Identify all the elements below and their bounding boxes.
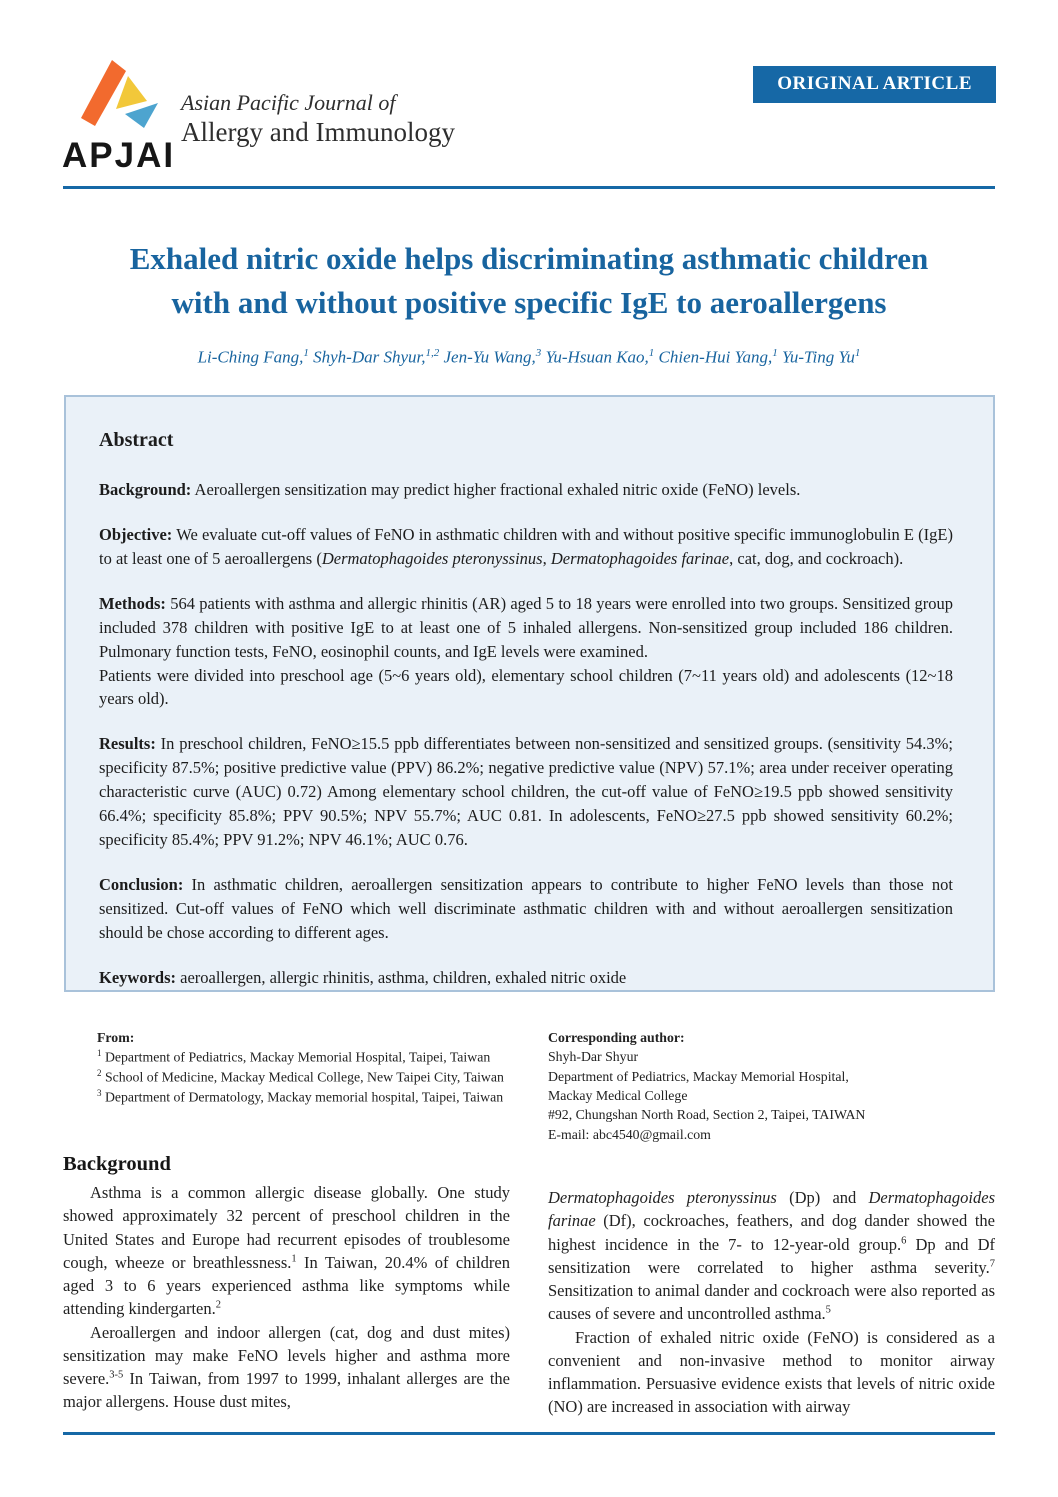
affiliations-block bbox=[97, 1028, 537, 1107]
abstract-methods-text: 564 patients with asthma and allergic rhinitis (AR) aged 5 to 18 years were enrolled into two groups. Sensitized group included 378 children with positive IgE to at least one of 5 inhaled allergens. Non-sensitized group included 186 children. Pulmonary function tests, FeNO, eosinophil counts, and IgE levels were examined. bbox=[99, 593, 953, 661]
abstract-results-text: In preschool children, FeNO≥15.5 ppb differentiates between non-sensitized and sensitized groups. (sensitivity 54.3%; specificity 87.5%; positive predictive value (PPV) 86.2%; negative predictive value (NPV) 57.1%; area under receiver operating characteristic curve (AUC) 0.72) Among elementary school children, the cut-off value of FeNO≥19.5 ppb showed sensitivity 66.4%; specificity 85.8%; PPV 90.5%; NPV 55.7%; AUC 0.81. In adolescents, FeNO≥27.5 ppb showed sensitivity 60.2%; specificity 85.4%; PPV 91.2%; NPV 46.1%; AUC 0.76. bbox=[99, 734, 953, 850]
author: Yu-Hsuan Kao, bbox=[541, 347, 649, 367]
abstract-objective-label: Objective: bbox=[99, 524, 173, 544]
author-list bbox=[40, 347, 1018, 368]
journal-name bbox=[181, 90, 455, 150]
abstract-conclusion-text: In asthmatic children, aeroallergen sensitization appears to contribute to higher FeNO levels than those not sensitized. Cut-off values of FeNO which well discriminate asthmatic children with and without aeroallergen sensitization should be chose according to different ages. bbox=[99, 874, 953, 942]
abstract-background bbox=[99, 478, 953, 502]
abstract-objective bbox=[99, 523, 953, 571]
author: Chien-Hui Yang, bbox=[654, 347, 773, 367]
abstract-heading: Abstract bbox=[99, 429, 174, 451]
affiliation-text: School of Medicine, Mackay Medical College, New Taipei City, Taiwan bbox=[101, 1069, 504, 1085]
abstract-conclusion bbox=[99, 873, 953, 945]
abstract-results-label: Results: bbox=[99, 734, 156, 754]
author-affiliation-ref: 1,2 bbox=[425, 347, 440, 359]
abstract-methods-text2: Patients were divided into preschool age (5~6 years old), elementary school children (7~11 years old) and adolescents (12~18 years old). bbox=[99, 665, 953, 709]
abstract-keywords bbox=[99, 966, 953, 990]
footer-divider bbox=[63, 1432, 995, 1435]
article-title bbox=[40, 237, 1018, 325]
article-title-line1: Exhaled nitric oxide helps discriminating asthmatic children bbox=[129, 241, 929, 276]
abstract-results bbox=[99, 732, 953, 852]
author: Jen-Yu Wang, bbox=[439, 347, 536, 367]
author-affiliation-ref: 1 bbox=[648, 347, 655, 359]
author-affiliation-ref: 1 bbox=[303, 347, 309, 359]
body-left-column bbox=[63, 1153, 510, 1419]
author-affiliation-ref: 1 bbox=[772, 347, 778, 359]
logo-acronym: APJAI bbox=[62, 136, 176, 175]
article-title-line2: with and without positive specific IgE to aeroallergens bbox=[171, 285, 887, 321]
author: Yu-Ting Yu bbox=[777, 347, 855, 367]
body-section bbox=[63, 1153, 995, 1419]
body-paragraph: Fraction of exhaled nitric oxide (FeNO) is considered as a convenient and non-invasive method to monitor airway inflammation. Persuasive evidence exists that levels of nitric oxide (NO) are increased in association with airway bbox=[548, 1327, 995, 1417]
affiliation-item bbox=[97, 1087, 537, 1107]
affiliation-ref: 1 bbox=[97, 1048, 102, 1059]
corresponding-author-dept: Department of Pediatrics, Mackay Memorial Hospital, bbox=[548, 1068, 849, 1084]
abstract-background-label: Background: bbox=[99, 480, 192, 499]
affiliation-text: Department of Dermatology, Mackay memorial hospital, Taipei, Taiwan bbox=[101, 1089, 504, 1105]
author: Li-Ching Fang, bbox=[197, 347, 304, 367]
apjai-logo-icon bbox=[78, 56, 178, 138]
corresponding-author-college: Mackay Medical College bbox=[548, 1087, 688, 1103]
abstract-background-text: Aeroallergen sensitization may predict higher fractional exhaled nitric oxide (FeNO) levels. bbox=[191, 480, 801, 499]
abstract-methods-label: Methods: bbox=[99, 593, 166, 613]
abstract-keywords-text: aeroallergen, allergic rhinitis, asthma, children, exhaled nitric oxide bbox=[176, 967, 627, 987]
affiliation-item bbox=[97, 1047, 537, 1067]
corresponding-author-address: #92, Chungshan North Road, Section 2, Taipei, TAIWAN bbox=[548, 1107, 866, 1123]
corresponding-author-name: Shyh-Dar Shyur bbox=[548, 1049, 639, 1065]
affiliation-text: Department of Pediatrics, Mackay Memorial Hospital, Taipei, Taiwan bbox=[101, 1049, 491, 1065]
abstract-conclusion-label: Conclusion: bbox=[99, 874, 184, 894]
body-paragraph: Asthma is a common allergic disease globally. One study showed approximately 32 percent of preschool children in the United States and Europe had recurrent episodes of troublesome cough, wheeze or breathlessness.$^1$ In Taiwan, 20.4% of children aged 3 to 6 years experienced asthma like symptoms while attending kindergarten.$^2$ bbox=[63, 1183, 510, 1319]
body-paragraph: Aeroallergen and indoor allergen (cat, dog and dust mites) sensitization may make FeNO levels higher and asthma more severe.$^{3-5}$ In Taiwan, from 1997 to 1999, inhalant allerges are the major allergens. House dust mites, bbox=[63, 1322, 510, 1412]
author: Shyh-Dar Shyur, bbox=[308, 347, 426, 367]
journal-name-line1: Asian Pacific Journal of bbox=[181, 90, 396, 115]
header-divider bbox=[63, 186, 995, 189]
author-affiliation-ref: 3 bbox=[535, 347, 542, 359]
corresponding-author-heading: Corresponding author: bbox=[548, 1030, 685, 1045]
journal-name-line2: Allergy and Immunology bbox=[181, 117, 455, 148]
affiliation-ref: 2 bbox=[97, 1068, 102, 1079]
corresponding-author-block bbox=[548, 1028, 995, 1144]
affiliations-heading: From: bbox=[97, 1030, 135, 1045]
corresponding-author-email[interactable]: E-mail: abc4540@gmail.com bbox=[548, 1126, 711, 1142]
author-affiliation-ref: 1 bbox=[854, 347, 861, 359]
abstract-keywords-label: Keywords: bbox=[99, 967, 176, 987]
affiliation-item bbox=[97, 1067, 537, 1087]
abstract-methods bbox=[99, 592, 953, 712]
article-type-badge: ORIGINAL ARTICLE bbox=[753, 66, 996, 103]
section-heading-background: Background bbox=[63, 1153, 171, 1175]
body-paragraph: Dermatophagoides pteronyssinus (Dp) and Dermatophagoides farinae (Df), cockroaches, feathers, and dog dander showed the highest incidence in the 7- to 12-year-old group.$^6$ Dp and Df sensitization were correlated to higher asthma severity.$^7$ Sensitization to animal dander and cockroach were also reported as causes of severe and uncontrolled asthma.$^5$ bbox=[548, 1188, 995, 1324]
body-right-column bbox=[548, 1153, 995, 1419]
affiliation-ref: 3 bbox=[97, 1088, 102, 1099]
abstract-objective-text: We evaluate cut-off values of FeNO in asthmatic children with and without positive specific immunoglobulin E (IgE) to at least one of 5 aeroallergens (Dermatophagoides pteronyssinus, Dermatophagoides farinae, cat, dog, and cockroach). bbox=[99, 524, 953, 568]
abstract-panel bbox=[64, 395, 995, 992]
